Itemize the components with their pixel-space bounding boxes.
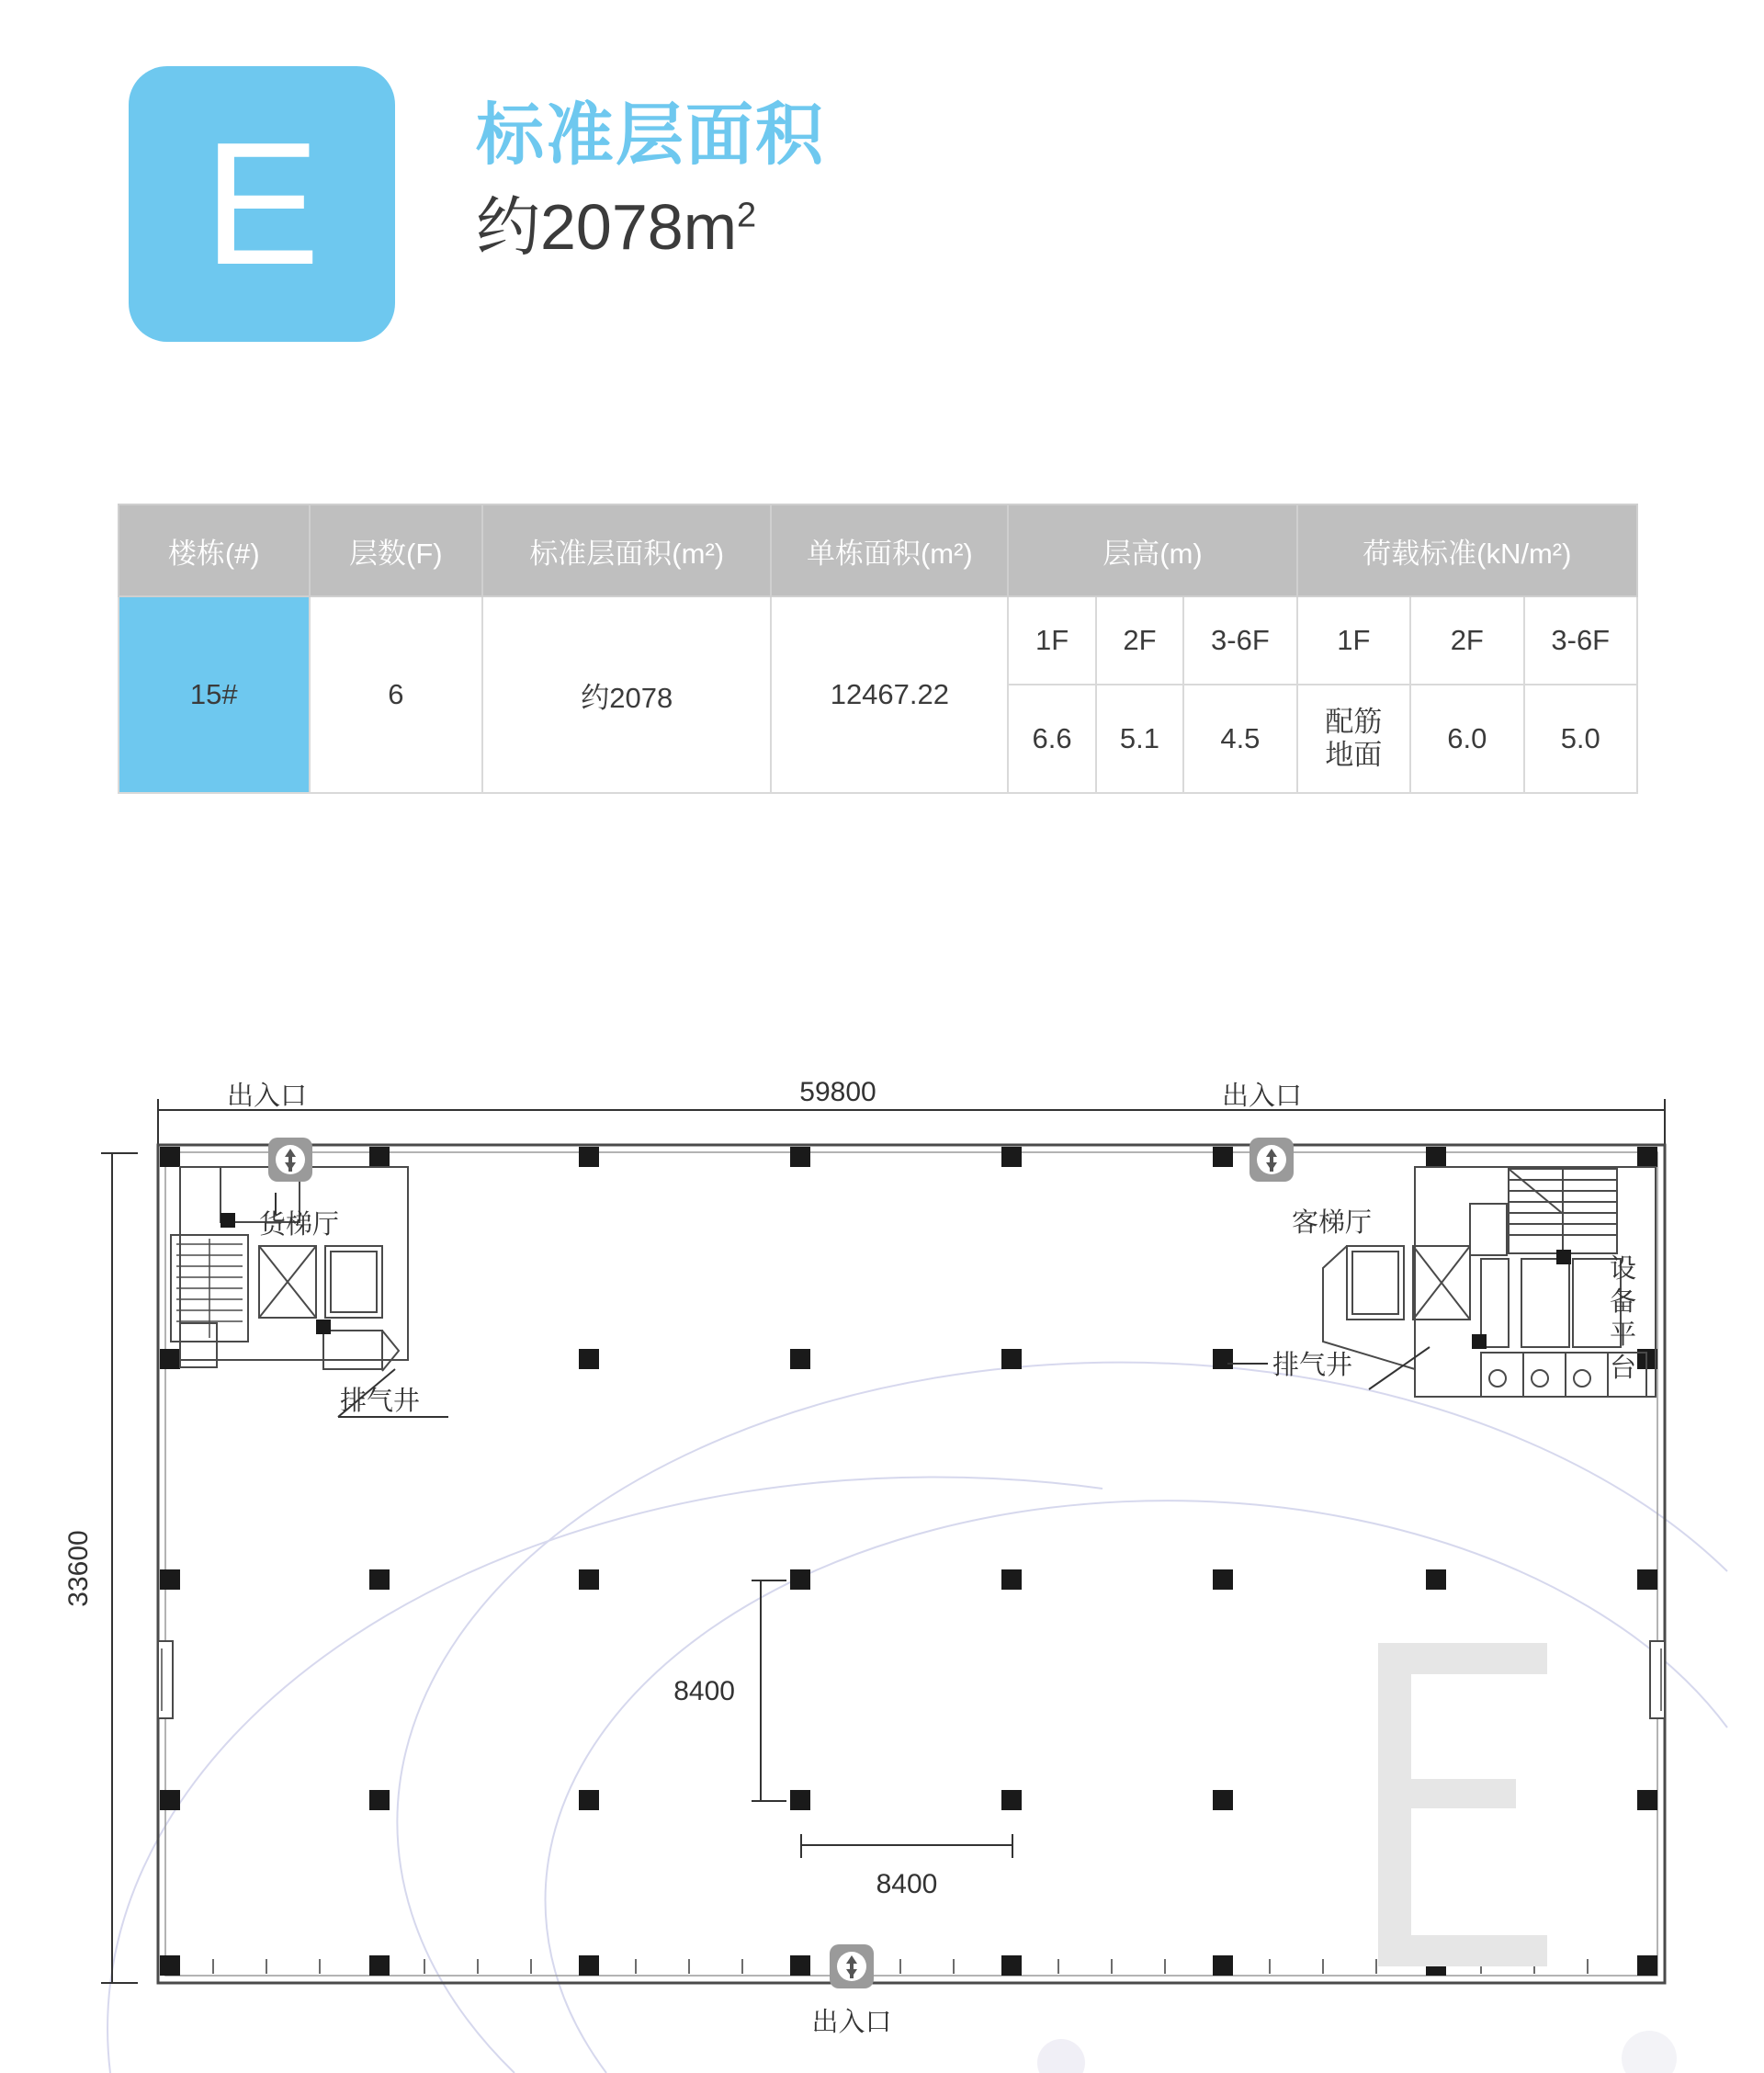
cell-load-1f-line1: 配筋 — [1325, 706, 1383, 738]
table-header-row — [119, 504, 1637, 596]
page-header — [129, 66, 825, 342]
label-exhaust-left: 排气井 — [340, 1387, 421, 1416]
cell-standard-area-value: 约2078 — [482, 596, 771, 793]
floor-plan — [0, 974, 1764, 2073]
subhead-fh-2f: 2F — [1096, 596, 1183, 685]
cell-load-2f: 6.0 — [1410, 685, 1523, 793]
badge-letter: E — [203, 107, 321, 301]
label-entrance-top-left: 出入口 — [227, 1082, 308, 1111]
cell-building-value: 15# — [119, 596, 310, 793]
left-door — [158, 1641, 173, 1718]
dim-bay-vertical-label: 8400 — [673, 1676, 735, 1706]
label-entrance-bottom: 出入口 — [811, 2008, 892, 2037]
cell-load-1f — [1297, 685, 1410, 793]
cell-fh-3-6f: 4.5 — [1183, 685, 1296, 793]
dim-left-label: 33600 — [63, 1530, 94, 1607]
equipment-platform-char-2: 备 — [1610, 1287, 1637, 1317]
subtitle-superscript: 2 — [737, 196, 757, 235]
header-text-block — [476, 66, 825, 266]
th-load-standard: 荷载标准(kN/m²) — [1297, 504, 1637, 596]
th-single-area: 单栋面积(m²) — [771, 504, 1008, 596]
floor-plan-svg — [0, 974, 1764, 2073]
entrance-bottom-marker — [830, 1944, 874, 1988]
label-exhaust-right: 排气井 — [1272, 1351, 1353, 1380]
badge-block — [129, 66, 395, 342]
dim-top-label: 59800 — [799, 1077, 876, 1107]
page-title: 标准层面积 — [476, 96, 825, 173]
th-floor-height: 层高(m) — [1008, 504, 1296, 596]
equipment-platform-char-1: 设 — [1610, 1254, 1637, 1284]
cell-fh-2f: 5.1 — [1096, 685, 1183, 793]
spec-table — [118, 504, 1638, 794]
cell-fh-1f: 6.6 — [1008, 685, 1095, 793]
subhead-load-1f: 1F — [1297, 596, 1410, 685]
subhead-load-2f: 2F — [1410, 596, 1523, 685]
right-door — [1650, 1641, 1665, 1718]
cell-single-area-value: 12467.22 — [771, 596, 1008, 793]
label-passenger-lobby: 客梯厅 — [1292, 1208, 1373, 1238]
label-freight-lobby: 货梯厅 — [259, 1210, 340, 1240]
th-standard-area: 标准层面积(m²) — [482, 504, 771, 596]
subtitle-value: 约2078m — [476, 191, 738, 263]
entrance-top-left-marker — [268, 1138, 312, 1182]
th-building: 楼栋(#) — [119, 504, 310, 596]
spec-table-wrap — [118, 504, 1638, 794]
cell-floors-value: 6 — [310, 596, 483, 793]
subhead-fh-3-6f: 3-6F — [1183, 596, 1296, 685]
dim-bay-horizontal-label: 8400 — [876, 1869, 938, 1899]
dim-top-line — [158, 1099, 1665, 1145]
cell-load-3-6f: 5.0 — [1524, 685, 1638, 793]
equipment-platform-char-3: 平 — [1610, 1320, 1637, 1350]
table-subheader-row — [119, 596, 1637, 685]
page-subtitle — [476, 187, 825, 266]
th-floors: 层数(F) — [310, 504, 483, 596]
equipment-platform-char-4: 台 — [1610, 1354, 1637, 1383]
building-outline — [158, 1145, 1665, 1983]
entrance-top-right-marker — [1250, 1138, 1294, 1182]
subhead-fh-1f: 1F — [1008, 596, 1095, 685]
subhead-load-3-6f: 3-6F — [1524, 596, 1638, 685]
dim-left-line — [101, 1153, 138, 1983]
label-entrance-top-right: 出入口 — [1222, 1082, 1303, 1111]
cell-load-1f-line2: 地面 — [1325, 739, 1383, 771]
